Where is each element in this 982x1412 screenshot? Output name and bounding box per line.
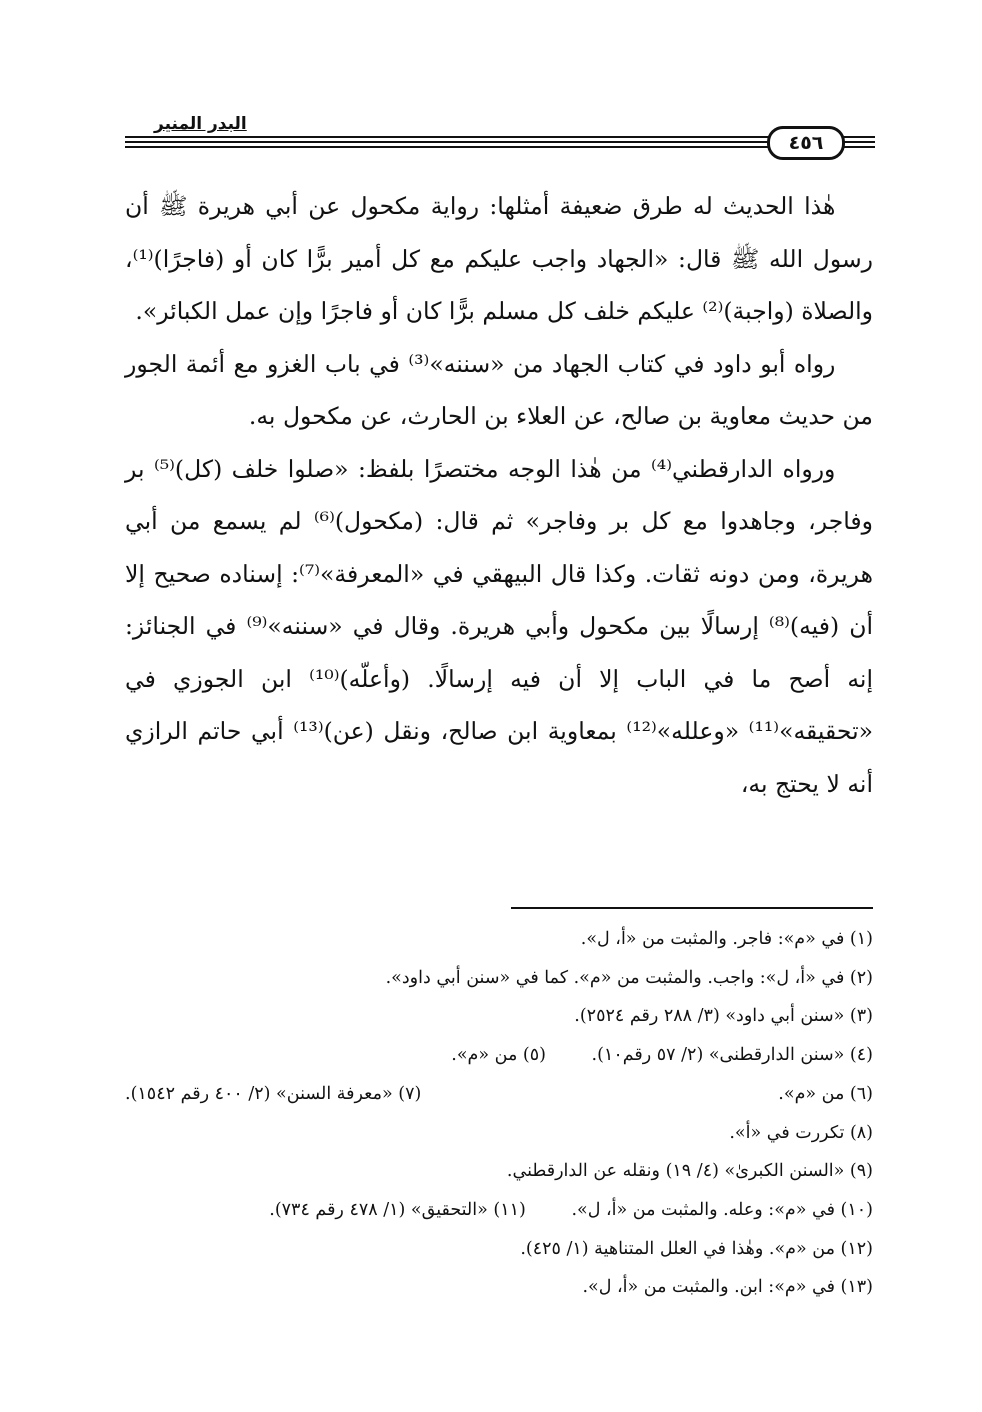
page-number: ٤٥٦ (767, 126, 845, 160)
paragraph: هٰذا الحديث له طرق ضعيفة أمثلها: رواية مكحول عن أبي هريرة ﷺ أن رسول الله ﷺ قال: «الجهاد واجب عليكم مع كل أمير برًّا كان أو (فاجرًا)⁽¹⁾، والصلاة (واجبة)⁽²⁾ عليكم خلف كل مسلم برًّا كان أو فاجرًا وإن عمل الكبائر». (125, 192, 873, 325)
footnote-row (125, 1036, 873, 1075)
footnote: (١٢) من «م». وهٰذا في العلل المتناهية (١/ ٤٢٥). (520, 1238, 873, 1259)
footnotes (125, 920, 873, 1307)
footnote: (٥) من «م». (451, 1045, 546, 1066)
footnote: (٤) «سنن الدارقطنى» (٢/ ٥٧ رقم١٠). (591, 1045, 873, 1066)
footnote: (١٠) في «م»: وعله. والمثبت من «أ، ل». (571, 1199, 873, 1220)
footnote: (٦) من «م». (778, 1083, 873, 1104)
header-rule-bottom (125, 146, 875, 148)
footnote: (٨) تكررت في «أ». (729, 1122, 873, 1143)
footnote: (٢) في «أ، ل»: واجب. والمثبت من «م». كما في «سنن أبي داود». (385, 967, 873, 988)
footnote-separator (511, 907, 873, 909)
page-header (125, 112, 875, 162)
footnote: (٧) «معرفة السنن» (٢/ ٤٠٠ رقم ١٥٤٢). (125, 1083, 422, 1104)
header-rule-top (125, 136, 875, 138)
footnote-row (125, 1075, 873, 1114)
footnote: (٣) «سنن أبي داود» (٣/ ٢٨٨ رقم ٢٥٢٤). (574, 1006, 873, 1027)
footnote: (٩) «السنن الكبرىٰ» (٤/ ١٩) ونقله عن الدارقطني. (506, 1161, 873, 1182)
main-text (125, 180, 873, 810)
header-rule-middle (125, 141, 875, 143)
footnote: (١٣) في «م»: ابن. والمثبت من «أ، ل». (582, 1277, 873, 1298)
paragraph: رواه أبو داود في كتاب الجهاد من «سننه»⁽³⁾ في باب الغزو مع أئمة الجور من حديث معاوية بن صالح، عن العلاء بن الحارث، عن مكحول به. (125, 349, 873, 430)
book-title: البدر المنير (150, 114, 251, 134)
paragraph: ورواه الدارقطني⁽⁴⁾ من هٰذا الوجه مختصرًا بلفظ: «صلوا خلف (كل)⁽⁵⁾ بر وفاجر، وجاهدوا مع كل بر وفاجر» ثم قال: (مكحول)⁽⁶⁾ لم يسمع من أبي هريرة، ومن دونه ثقات. وكذا قال البيهقي في «المعرفة»⁽⁷⁾: إسناده صحيح إلا أن (فيه)⁽⁸⁾ إرسالًا بين مكحول وأبي هريرة. وقال في «سننه»⁽⁹⁾ في الجنائز: إنه أصح ما في الباب إلا أن فيه إرسالًا. (وأعلّه)⁽¹⁰⁾ ابن الجوزي في «تحقيقه»⁽¹¹⁾ «وعلله»⁽¹²⁾ بمعاوية ابن صالح، ونقل (عن)⁽¹³⁾ أبي حاتم الرازي أنه لا يحتج به، (125, 454, 874, 798)
footnote-row (125, 1191, 873, 1230)
footnote: (١) في «م»: فاجر. والمثبت من «أ، ل». (580, 929, 873, 949)
footnote: (١١) «التحقيق» (١/ ٤٧٨ رقم ٧٣٤). (269, 1199, 526, 1220)
